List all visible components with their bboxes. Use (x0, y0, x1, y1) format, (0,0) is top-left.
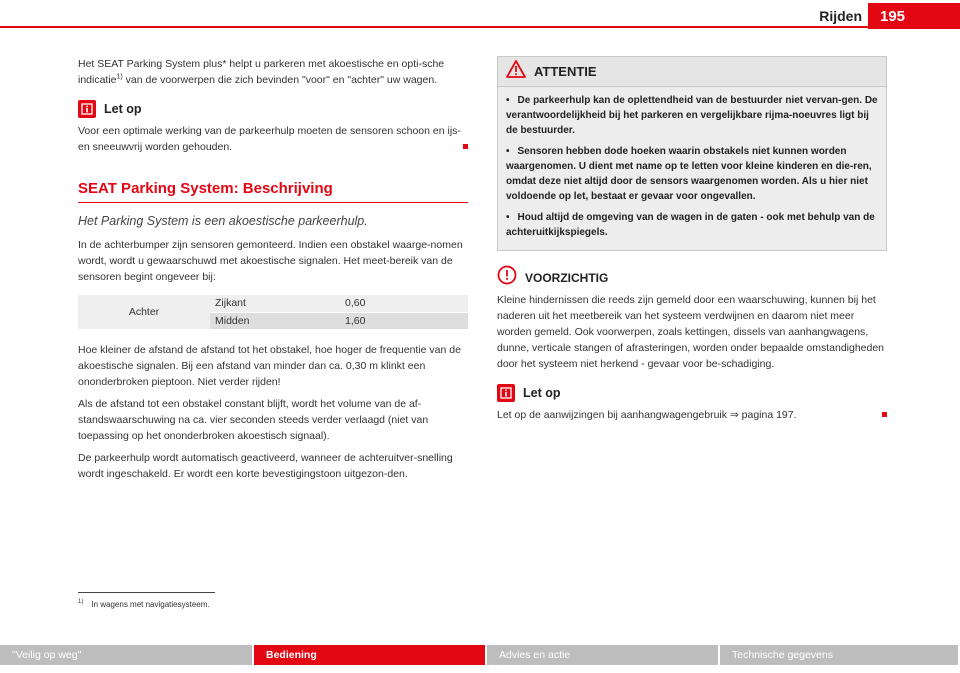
warning-triangle-icon (506, 60, 526, 83)
footnote-rule (78, 592, 215, 593)
info-note-icon (78, 100, 96, 118)
attention-body (498, 87, 886, 250)
intro-paragraph: Het SEAT Parking System plus* helpt u parkeren met akoestische en opti-sche indicatie$^{1)}$ van de voorwerpen die zich bevinden "voor" en "achter" uw wagen. (78, 58, 445, 86)
tab-bediening[interactable]: Bediening (254, 645, 485, 665)
footnote: $^{1)}$ In wagens met navigatiesysteem. (78, 599, 210, 609)
table-cell: 1,60 (340, 312, 468, 329)
paragraph: In de achterbumper zijn sensoren gemonteerd. Indien een obstakel waarge-nomen wordt, wordt u gewaarschuwd met akoestische signalen. Het meet-bereik van de sensoren begint ongeveer bij: (78, 239, 463, 283)
caution-text: Kleine hindernissen die reeds zijn gemeld door een waarschuwing, kunnen bij het naderen uit het meetbereik van het systeem verdwijnen en daarom niet meer worden gemeld. Ook voorwerpen, zoals kettingen, dissels van aanhangwagens, dunne, verticale stangen of afrasteringen, worden onder bepaalde omstandigheden door het systeem niet herkend - gevaar voor be-schadiging. (497, 294, 885, 370)
chapter-title: Rijden (819, 8, 862, 24)
attention-box (497, 56, 887, 251)
table-cell: Zijkant (210, 295, 340, 312)
page-number: 195 (868, 3, 960, 29)
note-text: Let op de aanwijzingen bij aanhangwagengebruik ⇒ pagina 197. (497, 407, 887, 423)
right-column (497, 56, 887, 429)
attention-heading: ATTENTIE (498, 57, 886, 87)
list-item: • Sensoren hebben dode hoeken waarin obstakels niet kunnen worden waargenomen. U dient met name op te letten voor kleine kinderen en die-ren, omdat deze niet altijd door de sensors waargenomen worden. Als u hier niet voldoende op let, bestaat er gevaar voor ongevallen. (506, 146, 872, 202)
tab-technische-gegevens[interactable]: Technische gegevens (720, 645, 958, 665)
bullet-icon: • (506, 146, 510, 157)
paragraph: Als de afstand tot een obstakel constant blijft, wordt het volume van de af-standswaarschuwing na ca. vier seconden steeds verder verlaagd (niet van toepassing op het ononderbroken akoestisch signaal). (78, 397, 429, 442)
paragraph: Hoe kleiner de afstand de afstand tot het obstakel, hoe hoger de frequentie van de akoestische signalen. Bij een afstand van minder dan ca. 0,30 m klinkt een ononderbroken pieptoon. Niet verder rijden! (78, 343, 461, 388)
table-cell: Midden (210, 312, 340, 329)
tab-advies-en-actie[interactable]: Advies en actie (487, 645, 718, 665)
bullet-icon: • (506, 95, 510, 106)
info-note-icon (497, 384, 515, 402)
tab-veilig-op-weg[interactable]: "Veilig op weg" (0, 645, 252, 665)
section-title: SEAT Parking System: Beschrijving (78, 181, 468, 203)
left-column (78, 56, 468, 488)
footnote-ref: 1) (116, 73, 123, 81)
table-row (78, 295, 468, 312)
sensor-range-table (78, 295, 468, 330)
table-cell: 0,60 (340, 295, 468, 312)
note-heading: Let op (78, 100, 468, 118)
paragraph: De parkeerhulp wordt automatisch geactiveerd, wanneer de achteruitver-snelling wordt ingeschakeld. Er wordt een korte bevestigingstoon uitgezon-den. (78, 451, 453, 480)
footer-nav (0, 645, 960, 673)
caution-heading: VOORZICHTIG (497, 265, 887, 290)
header-rule (0, 26, 960, 28)
list-item: • De parkeerhulp kan de oplettendheid van de bestuurder niet vervan-gen. De verantwoordelijkheid bij het parkeren en vergelijkbare rijma-noeuvres ligt bij de bestuurder. (506, 95, 878, 136)
caution-icon (497, 265, 517, 290)
section-subtitle: Het Parking System is een akoestische parkeerhulp. (78, 214, 368, 228)
bullet-icon: • (506, 212, 510, 223)
list-item: • Houd altijd de omgeving van de wagen in de gaten - ook met behulp van de achteruitkijkspiegels. (506, 212, 875, 238)
note-text: Voor een optimale werking van de parkeerhulp moeten de sensoren schoon en ijs- en sneeuwvrij worden gehouden. (78, 123, 468, 155)
section-end-icon (463, 144, 468, 149)
row-header: Achter (78, 295, 210, 329)
section-end-icon (882, 412, 887, 417)
note-heading: Let op (497, 384, 887, 402)
